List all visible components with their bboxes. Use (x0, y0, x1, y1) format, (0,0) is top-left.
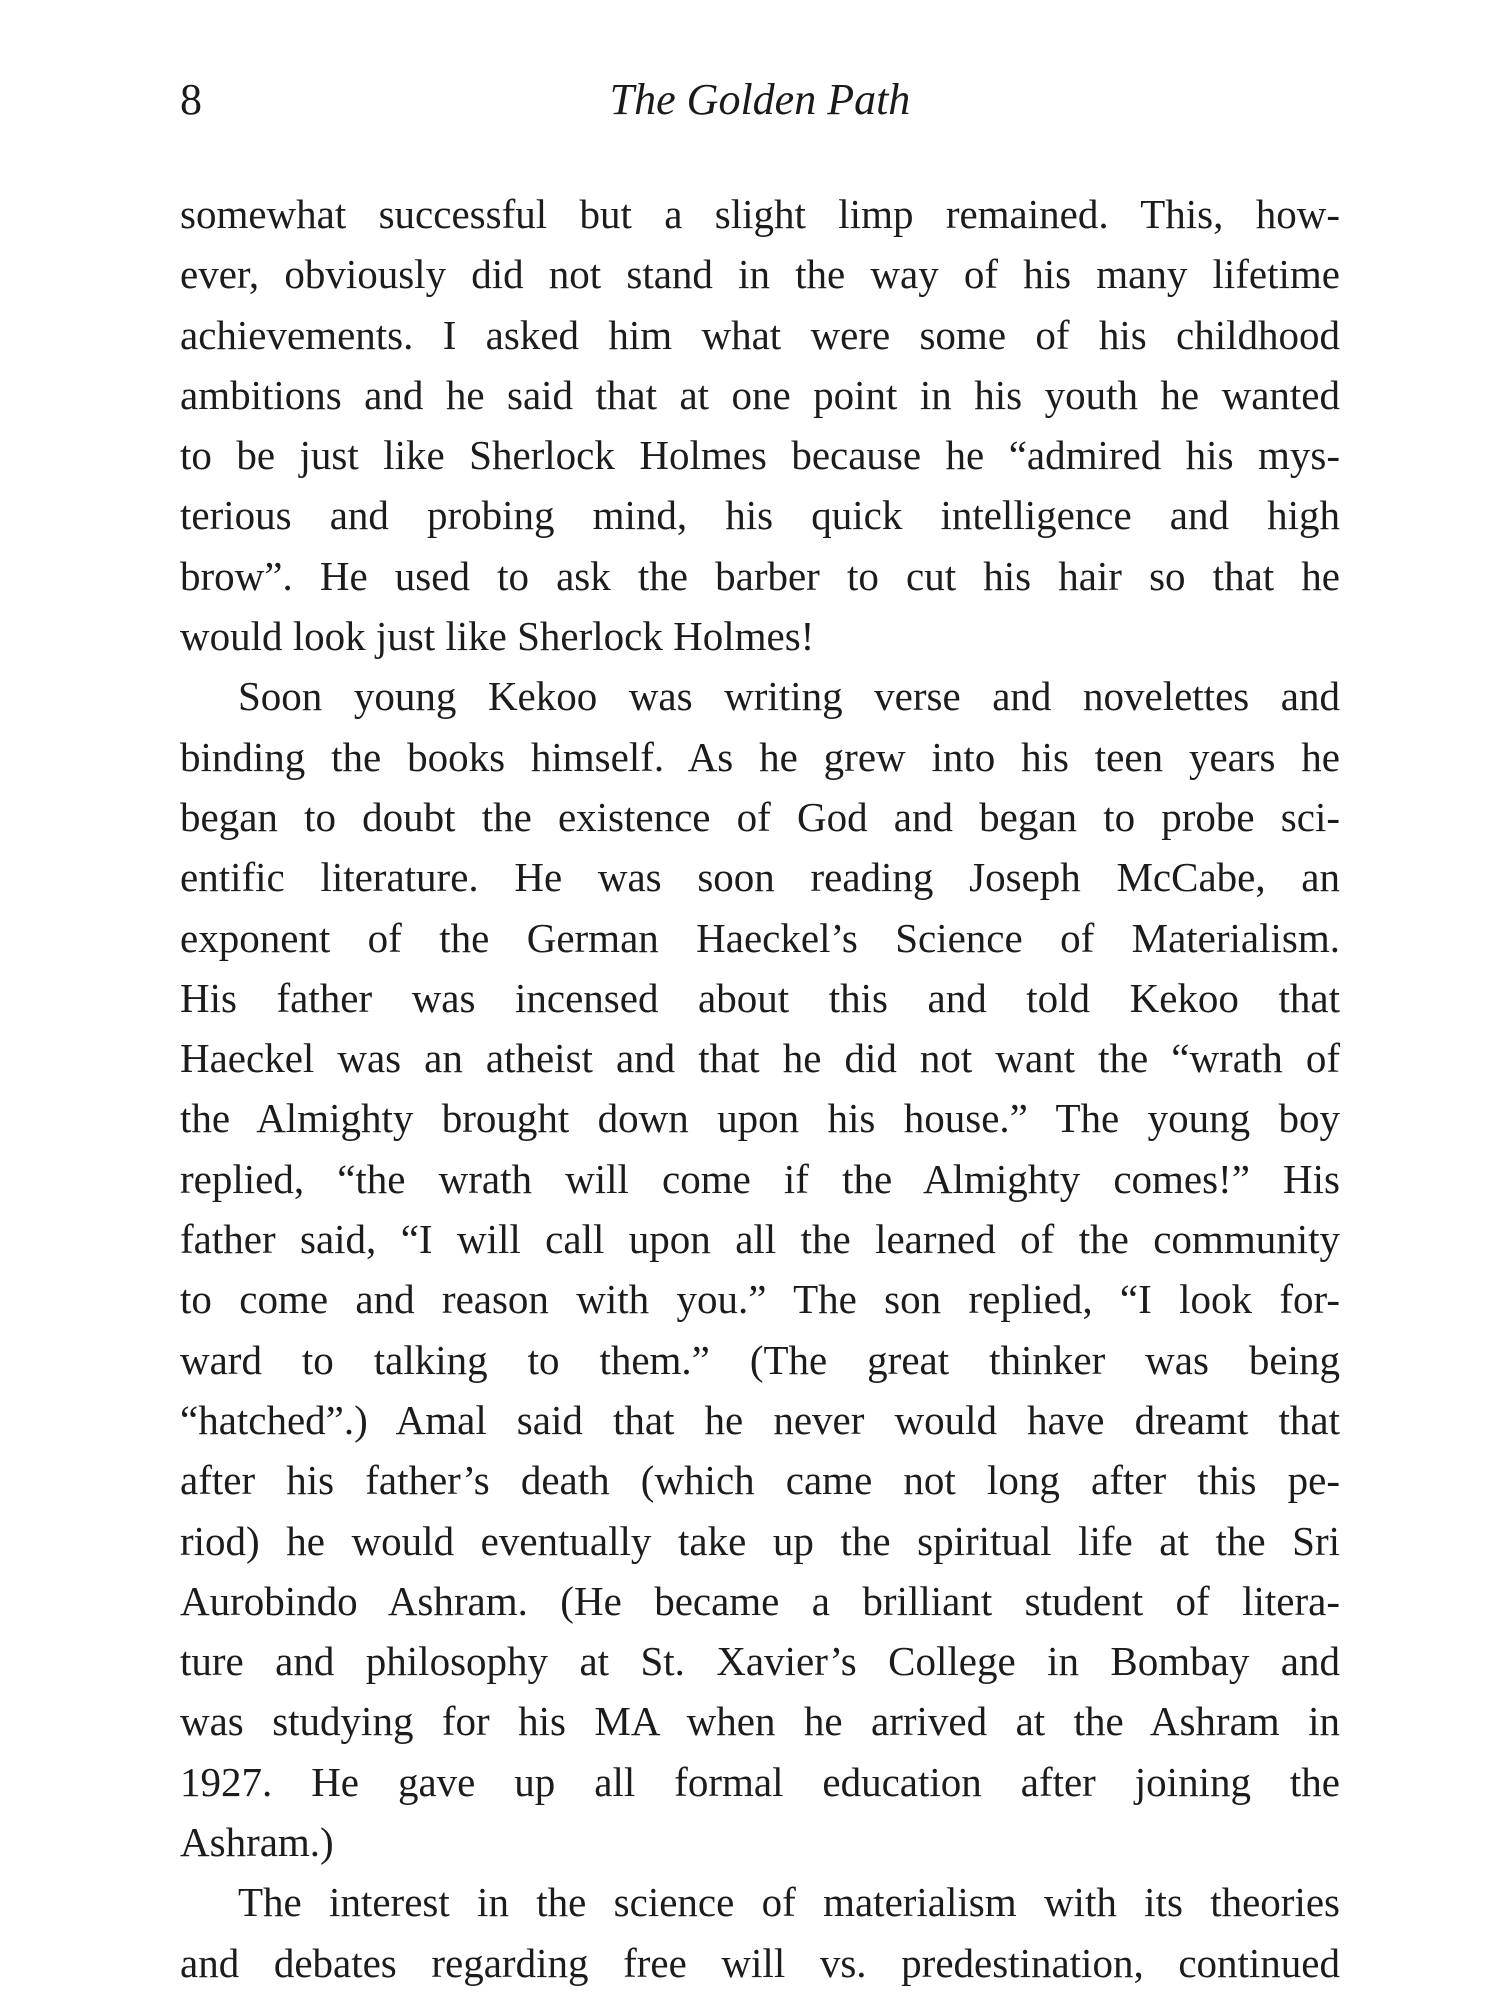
text-line: ever, obviously did not stand in the way of his many lifetime (180, 251, 1340, 298)
page-number: 8 (180, 75, 202, 124)
text-line: ward to talking to them.” (The great thinker was being (180, 1336, 1340, 1383)
text-line: would look just like Sherlock Holmes! (180, 613, 815, 660)
text-line: began to doubt the existence of God and began to probe sci- (180, 793, 1340, 840)
text-line: “hatched”.) Amal said that he never would have dreamt that (180, 1396, 1340, 1443)
text-line: father said, “I will call upon all the learned of the community (180, 1216, 1340, 1263)
text-line: to be just like Sherlock Holmes because he “admired his mys- (180, 432, 1340, 479)
text-line: entific literature. He was soon reading Joseph McCabe, an (180, 854, 1340, 901)
body-text (180, 184, 1340, 1993)
text-line: somewhat successful but a slight limp remained. This, how- (180, 191, 1340, 237)
text-line: and debates regarding free will vs. predestination, continued (180, 1939, 1340, 1986)
text-line: ambitions and he said that at one point in his youth he wanted (180, 371, 1340, 418)
text-line: riod) he would eventually take up the spiritual life at the Sri (180, 1517, 1340, 1564)
paragraph (180, 184, 1340, 666)
text-line: The interest in the science of materialism with its theories (238, 1879, 1340, 1926)
running-title: The Golden Path (609, 75, 911, 124)
page-header (180, 70, 1340, 130)
text-line: Ashram.) (180, 1819, 334, 1866)
paragraph (180, 666, 1340, 1872)
text-line: Haeckel was an atheist and that he did not want the “wrath of (180, 1035, 1340, 1082)
text-line: achievements. I asked him what were some of his childhood (180, 311, 1340, 358)
text-line: was studying for his MA when he arrived at the Ashram in (180, 1698, 1340, 1745)
paragraph (180, 1872, 1340, 1993)
text-line: Aurobindo Ashram. (He became a brilliant student of litera- (180, 1577, 1340, 1624)
text-line: 1927. He gave up all formal education after joining the (180, 1758, 1340, 1805)
text-line: after his father’s death (which came not long after this pe- (180, 1457, 1340, 1504)
text-line: to come and reason with you.” The son replied, “I look for- (180, 1276, 1340, 1323)
text-line: replied, “the wrath will come if the Almighty comes!” His (180, 1155, 1340, 1202)
text-line: brow”. He used to ask the barber to cut his hair so that he (180, 552, 1340, 599)
text-line: terious and probing mind, his quick intelligence and high (180, 492, 1340, 539)
text-line: His father was incensed about this and told Kekoo that (180, 974, 1340, 1021)
text-line: the Almighty brought down upon his house.” The young boy (180, 1095, 1340, 1142)
text-line: binding the books himself. As he grew into his teen years he (180, 733, 1340, 780)
text-line: Soon young Kekoo was writing verse and novelettes and (238, 673, 1340, 720)
text-line: exponent of the German Haeckel’s Science of Materialism. (180, 914, 1340, 961)
text-line: ture and philosophy at St. Xavier’s College in Bombay and (180, 1638, 1340, 1685)
